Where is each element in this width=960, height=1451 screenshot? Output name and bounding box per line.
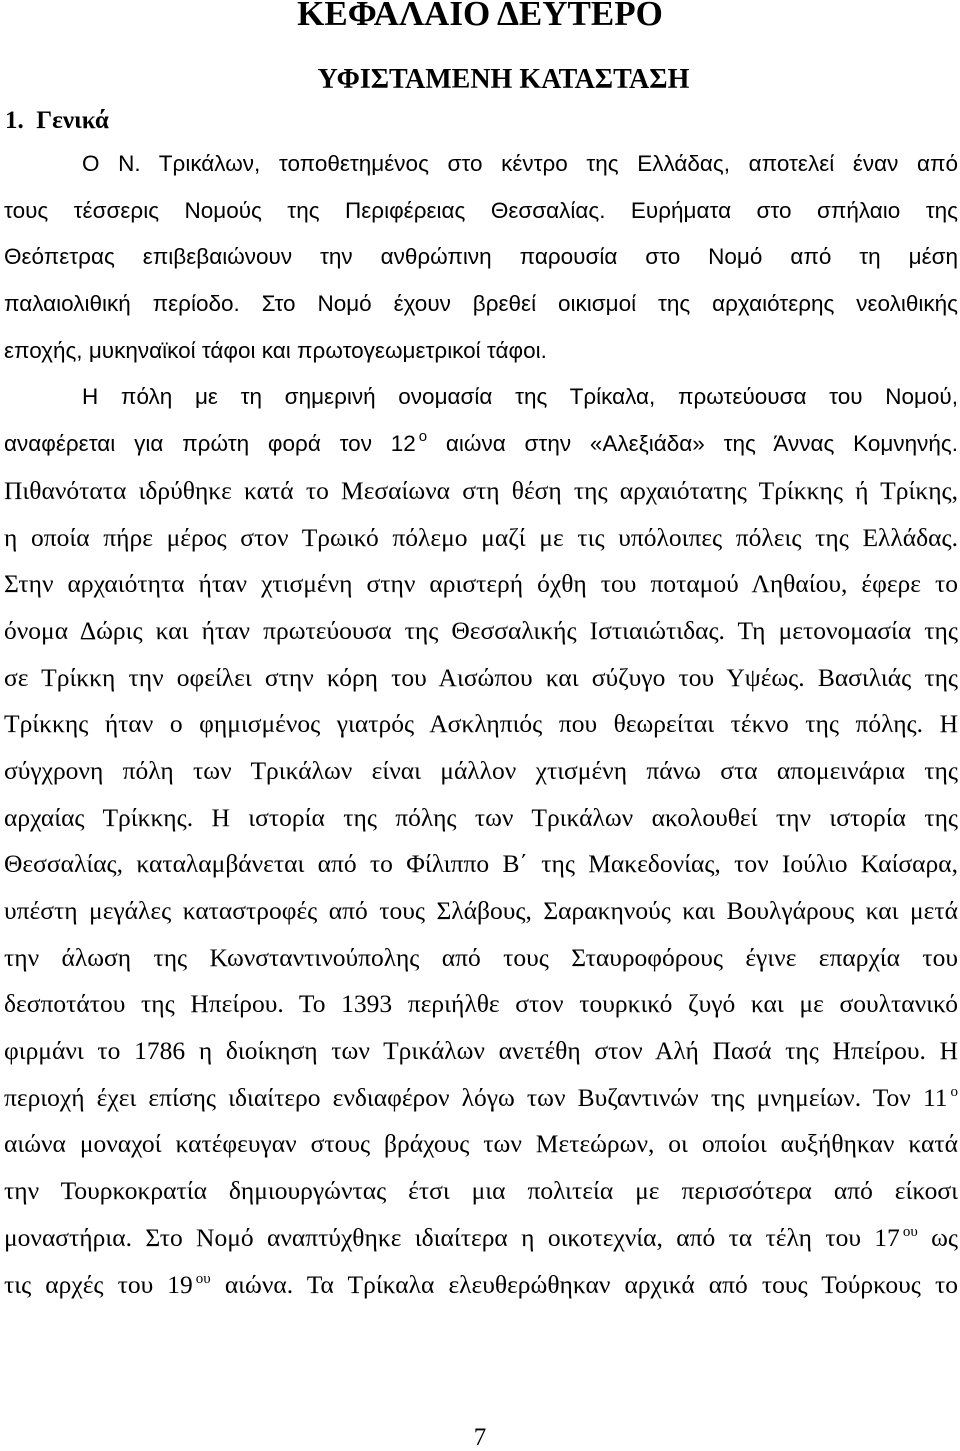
line-content: [4, 756, 958, 785]
line-text: αιώνα. Τα Τρίκαλα ελευθερώθηκαν αρχικά από τους Τούρκους το: [210, 1269, 958, 1299]
line-text: παλαιολιθική περίοδο. Στο Νομό έχουν βρεθεί οικισμοί της αρχαιότερης νεολιθικής: [4, 291, 958, 317]
line-content: [4, 338, 547, 363]
line-content: [4, 1270, 958, 1299]
line-content: [4, 198, 958, 223]
line-text: η οποία πήρε μέρος στον Τρωικό πόλεμο μαζί με τις υπόλοιπες πόλεις της Ελλάδας.: [4, 522, 958, 552]
body-line: [4, 1121, 958, 1168]
body-line: [4, 141, 958, 188]
body-line: [4, 795, 958, 842]
body-line: [4, 515, 958, 562]
line-text: σε Τρίκκη την οφείλει στην κόρη του Αισώπου και σύζυγο του Υψέως. Βασιλιάς της: [4, 662, 958, 692]
body-line: [4, 561, 958, 608]
body-line: [4, 234, 958, 281]
superscript-text: ο: [950, 1083, 958, 1100]
body-line: [4, 935, 958, 982]
line-text: υπέστη μεγάλες καταστροφές από τους Σλάβους, Σαρακηνούς και Βουλγάρους και μετά: [4, 896, 958, 925]
line-text: τις αρχές του 19: [4, 1269, 193, 1299]
line-text: τους τέσσερις Νομούς της Περιφέρειας Θεσσαλίας. Ευρήματα στο σπήλαιο της: [4, 197, 958, 223]
line-content: [4, 943, 958, 972]
line-text: δεσποτάτου της Ηπείρου. Το 1393 περιήλθε στον τουρκικό ζυγό και με σουλτανικό: [4, 989, 958, 1019]
line-text: αναφέρεται για πρώτη φορά τον 12: [4, 431, 416, 457]
body-line: [4, 281, 958, 328]
body-text: [4, 141, 958, 1308]
chapter-title: ΚΕΦΑΛΑΙΟ ΔΕΥΤΕΡΟ: [297, 0, 663, 33]
body-line: [4, 1215, 958, 1262]
paragraph: [4, 374, 958, 1308]
body-line: [4, 1262, 958, 1309]
line-text: εποχής, μυκηναϊκοί τάφοι και πρωτογεωμετρικοί τάφοι.: [4, 337, 547, 363]
line-text: Η πόλη με τη σημερινή ονομασία της Τρίκαλα, πρωτεύουσα του Νομού,: [82, 384, 958, 410]
line-text: όνομα Δώρις και ήταν πρωτεύουσα της Θεσσαλικής Ιστιαιώτιδας. Τη μετονομασία της: [4, 615, 958, 645]
line-content: [4, 523, 958, 552]
paragraph: [4, 141, 958, 374]
body-line: [4, 608, 958, 655]
line-text: φιρμάνι το 1786 η διοίκηση των Τρικάλων ανετέθη στον Αλή Πασά της Ηπείρου. Η: [4, 1036, 958, 1066]
line-content: [4, 569, 958, 598]
body-line: [4, 421, 958, 468]
line-content: [4, 663, 958, 692]
line-text: Πιθανότατα ιδρύθηκε κατά το Μεσαίωνα στη θέση της αρχαιότατης Τρίκκης ή Τρίκης,: [4, 475, 958, 505]
line-content: [4, 989, 958, 1018]
line-text: αιώνα στην «Αλεξιάδα» της Άννας Κομνηνής.: [427, 431, 959, 457]
line-text: μοναστήρια. Στο Νομό αναπτύχθηκε ιδιαίτερα η οικοτεχνία, από τα τέλη του 17: [4, 1222, 900, 1252]
line-text: ως: [917, 1222, 958, 1252]
body-line: [4, 1075, 958, 1122]
line-text: Θεσσαλίας, καταλαμβάνεται από το Φίλιππο Β΄ της Μακεδονίας, τον Ιούλιο Καίσαρα,: [4, 849, 958, 879]
body-line: [4, 841, 958, 888]
line-content: [82, 384, 958, 409]
line-content: [4, 428, 959, 457]
body-line: [4, 701, 958, 748]
body-line: [4, 328, 958, 375]
body-line: [4, 748, 958, 795]
line-text: Στην αρχαιότητα ήταν χτισμένη στην αριστερή όχθη του ποταμού Ληθαίου, έφερε το: [4, 569, 958, 599]
line-content: [4, 1036, 958, 1065]
line-text: Ο Ν. Τρικάλων, τοποθετημένος στο κέντρο της Ελλάδας, αποτελεί έναν από: [82, 151, 958, 176]
line-text: αιώνα μοναχοί κατέφευγαν στους βράχους των Μετεώρων, οι οποίοι αυξήθηκαν κατά: [4, 1129, 958, 1159]
body-line: [4, 374, 958, 421]
line-content: [4, 1176, 958, 1205]
line-content: [4, 1129, 958, 1158]
superscript-text: ου: [195, 1270, 211, 1287]
body-line: [4, 888, 958, 935]
line-text: Θεόπετρας επιβεβαιώνουν την ανθρώπινη παρουσία στο Νομό από τη μέση: [4, 244, 958, 270]
page-number: 7: [473, 1424, 487, 1451]
line-content: [4, 803, 958, 832]
body-line: [4, 981, 958, 1028]
line-text: Τρίκκης ήταν ο φημισμένος γιατρός Ασκληπιός που θεωρείται τέκνο της πόλης. Η: [4, 709, 958, 739]
line-content: [4, 1223, 958, 1252]
line-content: [4, 244, 958, 269]
line-content: [4, 476, 958, 505]
line-content: [4, 896, 958, 925]
line-content: [82, 151, 958, 176]
line-content: [4, 616, 958, 645]
line-content: [4, 709, 958, 738]
line-text: περιοχή έχει επίσης ιδιαίτερο ενδιαφέρον λόγω των Βυζαντινών της μνημείων. Τον 11: [4, 1082, 948, 1112]
body-line: [4, 655, 958, 702]
body-line: [4, 468, 958, 515]
line-text: την Τουρκοκρατία δημιουργώντας έτσι μια πολιτεία με περισσότερα από είκοσι: [4, 1176, 958, 1206]
line-content: [4, 849, 958, 878]
line-text: την άλωση της Κωνσταντινούπολης από τους Σταυροφόρους έγινε επαρχία του: [4, 942, 958, 972]
superscript-text: ου: [902, 1223, 918, 1240]
section-title: ΥΦΙΣΤΑΜΕΝΗ ΚΑΤΑΣΤΑΣΗ: [317, 64, 690, 95]
subsection-heading: 1. Γενικά: [5, 107, 109, 134]
line-text: αρχαίας Τρίκκης. Η ιστορία της πόλης των Τρικάλων ακολουθεί την ιστορία της: [4, 802, 958, 832]
superscript-text: ο: [418, 428, 428, 446]
line-content: [4, 1083, 958, 1112]
body-line: [4, 188, 958, 235]
line-content: [4, 291, 958, 316]
body-line: [4, 1168, 958, 1215]
body-line: [4, 1028, 958, 1075]
line-text: σύγχρονη πόλη των Τρικάλων είναι μάλλον χτισμένη πάνω στα απομεινάρια της: [4, 755, 958, 785]
